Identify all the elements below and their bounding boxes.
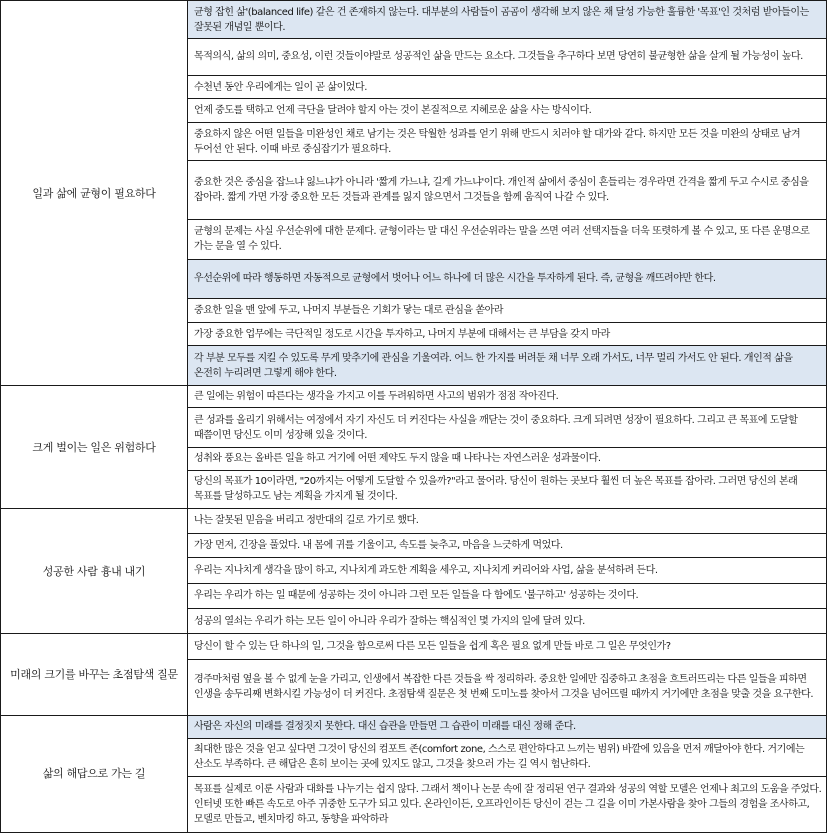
table-row xyxy=(1,1,827,39)
row-text: 각 부분 모두를 지킬 수 있도록 무게 맞추기에 관심을 기울여라. 어느 한 가지를 버려둔 채 너무 오래 가서도, 너무 멀리 가서도 안 된다. 개인적 삶을 온전히 누리려면 그렇게 해야 한다. xyxy=(188,346,827,386)
section-topic: 미래의 크기를 바꾸는 초점탐색 질문 xyxy=(1,634,188,715)
row-text: 나는 잘못된 믿음을 버리고 정반대의 길로 가기로 했다. xyxy=(188,508,827,533)
row-text: 경주마처럼 옆을 볼 수 없게 눈을 가리고, 인생에서 복잡한 다른 것들을 싹 정리하라. 중요한 일에만 집중하고 초점을 흐트러뜨리는 다른 일들을 피하면 인생을 송두리째 변화시킬 가능성이 더 커진다. 초점탐색 질문은 첫 번째 도미노를 찾아서 그것을 넘어뜨릴 때까지 거기에만 초점을 맞출 것을 요구한다. xyxy=(188,659,827,715)
row-text: 가장 먼저, 긴장을 풀었다. 내 몸에 귀를 기울이고, 속도를 늦추고, 마음을 느긋하게 먹었다. xyxy=(188,534,827,558)
row-text: 균형 잡힌 삶'(balanced life) 같은 건 존재하지 않는다. 대부분의 사람들이 곰곰이 생각해 보지 않은 채 달성 가능한 훌륭한 '목표'인 것처럼 받아들이는 잘못된 개념일 뿐이다. xyxy=(188,1,827,39)
row-text: 우리는 지나치게 생각을 많이 하고, 지나치게 과도한 계획을 세우고, 지나치게 커리어와 사업, 삶을 분석하려 든다. xyxy=(188,558,827,583)
row-text: 언제 중도를 택하고 언제 극단을 달려야 할지 아는 것이 본질적으로 지혜로운 삶을 사는 방식이다. xyxy=(188,99,827,123)
row-text: 최대한 많은 것을 얻고 싶다면 그것이 당신의 컴포트 존(comfort zone, 스스로 편안하다고 느끼는 범위) 바깥에 있음을 먼저 깨달아야 한다. 거기에는 산소도 부족하다. 큰 해답은 흔히 보이는 곳에 있지도 않고, 그것을 찾으러 가는 길 역시 험난하다. xyxy=(188,738,827,776)
section-topic: 삶의 해답으로 가는 길 xyxy=(1,715,188,832)
row-text: 사람은 자신의 미래를 결정짓지 못한다. 대신 습관을 만들면 그 습관이 미래를 대신 정해 준다. xyxy=(188,715,827,738)
section-topic: 크게 벌이는 일은 위험하다 xyxy=(1,386,188,508)
row-text: 가장 중요한 업무에는 극단적일 정도로 시간을 투자하고, 나머지 부분에 대해서는 큰 부담을 갖지 마라 xyxy=(188,322,827,345)
row-text: 당신의 목표가 10이라면, "20까지는 어떻게 도달할 수 있을까?"라고 물어라. 당신이 원하는 곳보다 훨씬 더 높은 목표를 잡아라. 그러면 당신의 본래 목표를 달성하고도 남는 계획을 가지게 될 것이다. xyxy=(188,470,827,508)
row-text: 큰 일에는 위험이 따른다는 생각을 가지고 이를 두려워하면 사고의 범위가 점점 작아진다. xyxy=(188,386,827,408)
row-text: 균형의 문제는 사실 우선순위에 대한 문제다. 균형이라는 말 대신 우선순위라는 말을 쓰면 여러 선택지들을 더욱 또렷하게 볼 수 있고, 또 다른 운명으로 가는 문을 열 수 있다. xyxy=(188,219,827,259)
row-text: 목적의식, 삶의 의미, 중요성, 이런 것들이야말로 성공적인 삶을 만드는 요소다. 그것들을 추구하다 보면 당연히 불균형한 삶을 살게 될 가능성이 높다. xyxy=(188,39,827,76)
row-text: 성공의 열쇠는 우리가 하는 모든 일이 아니라 우리가 잘하는 핵심적인 몇 가지의 일에 달려 있다. xyxy=(188,609,827,634)
table-row xyxy=(1,386,827,408)
table-row xyxy=(1,634,827,659)
row-text: 성취와 풍요는 올바른 일을 하고 거기에 어떤 제약도 두지 않을 때 나타나는 자연스러운 성과물이다. xyxy=(188,447,827,470)
row-text: 우리는 우리가 하는 일 때문에 성공하는 것이 아니라 그런 모든 일들을 다 함에도 '불구하고' 성공하는 것이다. xyxy=(188,583,827,608)
row-text: 수천년 동안 우리에게는 일이 곧 삶이었다. xyxy=(188,75,827,98)
row-text: 당신이 할 수 있는 단 하나의 일, 그것을 함으로써 다른 모든 일들을 쉽게 혹은 필요 없게 만들 바로 그 일은 무엇인가? xyxy=(188,634,827,659)
row-text: 우선순위에 따라 행동하면 자동적으로 균형에서 벗어나 어느 하나에 더 많은 시간을 투자하게 된다. 즉, 균형을 깨뜨려야만 한다. xyxy=(188,259,827,298)
row-text: 중요한 것은 중심을 잡느냐 잃느냐가 아니라 '짧게 가느냐, 길게 가느냐'이다. 개인적 삶에서 중심이 흔들리는 경우라면 간격을 짧게 두고 수시로 중심을 잡아라. 짧게 가면 가장 중요한 모든 것들과 관계를 잃지 않으면서 그것들을 함께 움직여 나갈 수 있다. xyxy=(188,161,827,219)
table-row xyxy=(1,715,827,738)
row-text: 중요하지 않은 어떤 일들을 미완성인 채로 남기는 것은 탁월한 성과를 얻기 위해 반드시 치러야 할 대가와 같다. 하지만 모든 것을 미완의 상태로 남겨 두어선 안 된다. 이때 바로 중심잡기가 필요하다. xyxy=(188,123,827,161)
row-text: 목표를 실제로 이룬 사람과 대화를 나누기는 쉽지 않다. 그래서 책이나 논문 속에 잘 정리된 연구 결과와 성공의 역할 모델은 언제나 최고의 도움을 주었다. 인터넷 또한 빠른 속도로 아주 귀중한 도구가 되고 있다. 온라인이든, 오프라인이든 당신이 걷는 그 길을 이미 가본사람을 찾아 그들의 경험을 조사하고, 모델로 만들고, 벤치마킹 하고, 동향을 파악하라 xyxy=(188,776,827,832)
table-row xyxy=(1,508,827,533)
section-topic: 성공한 사람 흉내 내기 xyxy=(1,508,188,634)
section-topic: 일과 삶에 균형이 필요하다 xyxy=(1,1,188,386)
row-text: 중요한 일을 맨 앞에 두고, 나머지 부분들은 기회가 닿는 대로 관심을 쏟아라 xyxy=(188,298,827,322)
row-text: 큰 성과를 올리기 위해서는 여정에서 자기 자신도 더 커진다는 사실을 깨닫는 것이 중요하다. 크게 되려면 성장이 필요하다. 그리고 큰 목표에 도달할 때쯤이면 당신도 이미 성장해 있을 것이다. xyxy=(188,408,827,447)
